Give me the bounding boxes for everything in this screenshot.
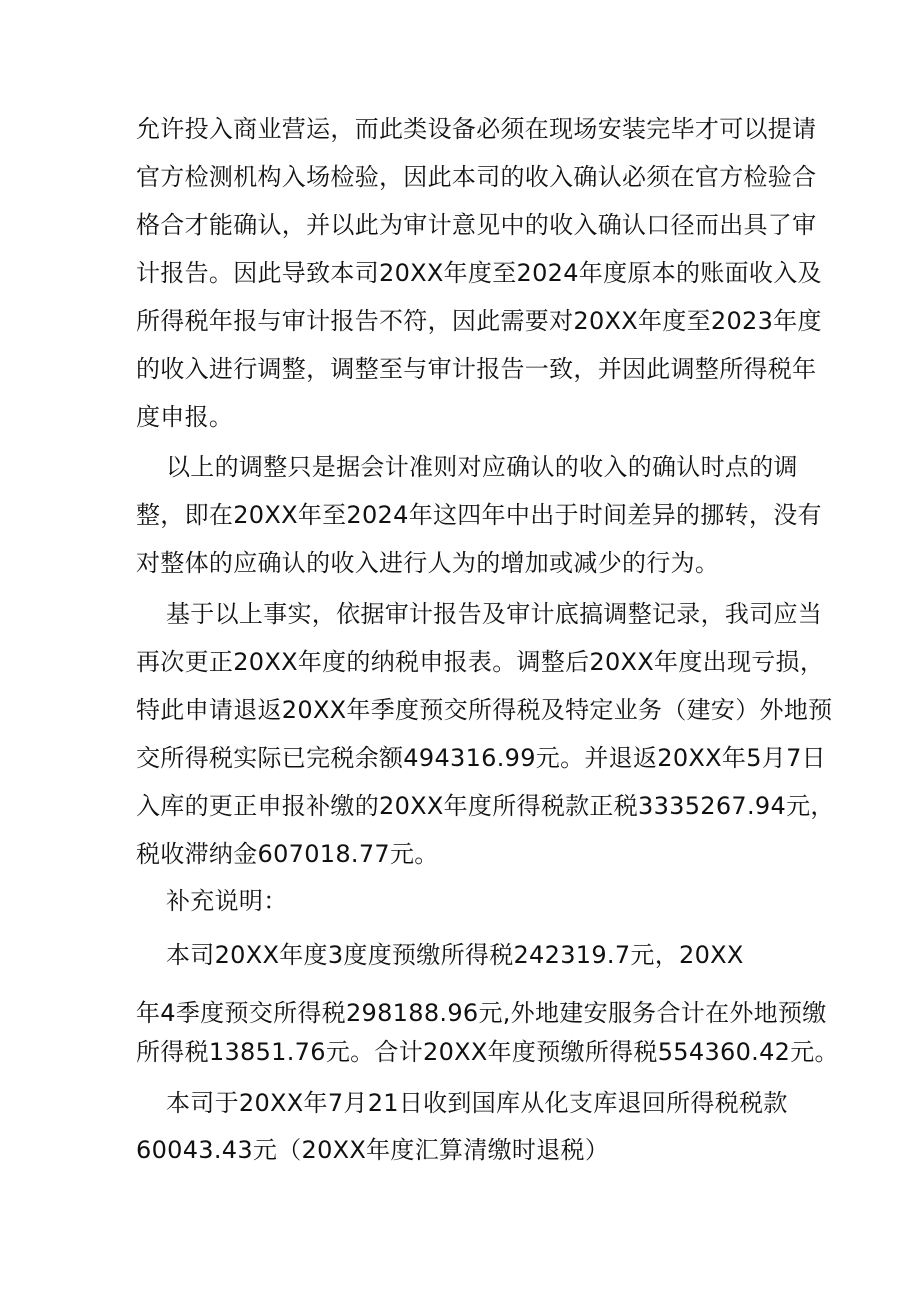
text-line: 格合才能确认，并以此为审计意见中的收入确认口径而出具了审 [136,211,817,239]
text-line: 计报告。因此导致本司20XX年度至2024年度原本的账面收入及 [136,259,822,287]
text-line: 官方检测机构入场检验，因此本司的收入确认必须在官方检验合 [136,163,817,191]
text-line: 整，即在20XX年至2024年这四年中出于时间差异的挪转，没有 [136,501,822,529]
text-line: 所得税13851.76元。合计20XX年度预缴所得税554360.42元。 [136,1038,839,1066]
paragraph-first-line: 以上的调整只是据会计准则对应确认的收入的确认时点的调 [166,453,798,481]
paragraph-first-line: 基于以上事实，依据审计报告及审计底搞调整记录，我司应当 [166,600,823,628]
text-line: 再次更正20XX年度的纳税申报表。调整后20XX年度出现亏损， [136,648,825,676]
section-label: 补充说明： [166,887,288,915]
text-line: 入库的更正申报补缴的20XX年度所得税款正税3335267.94元， [136,792,835,820]
text-line: 允许投入商业营运，而此类设备必须在现场安装完毕才可以提请 [136,115,817,143]
text-line: 特此申请退返20XX年季度预交所得税及特定业务（建安）外地预 [136,696,833,724]
text-line: 的收入进行调整，调整至与审计报告一致，并因此调整所得税年 [136,355,817,383]
text-line: 度申报。 [136,403,234,431]
text-line: 60043.43元（20XX年度汇算清缴时退税） [136,1136,610,1164]
text-line: 交所得税实际已完税余额494316.99元。并退返20XX年5月7日 [136,744,826,772]
text-line: 对整体的应确认的收入进行人为的增加或减少的行为。 [136,549,720,577]
text-line: 年4季度预交所得税298188.96元,外地建安服务合计在外地预缴 [136,999,827,1027]
text-line: 税收滞纳金607018.77元。 [136,840,439,868]
paragraph-first-line: 本司20XX年度3度度预缴所得税242319.7元，20XX [166,941,744,969]
paragraph-first-line: 本司于20XX年7月21日收到国库从化支库退回所得税税款 [166,1089,788,1117]
text-line: 所得税年报与审计报告不符，因此需要对20XX年度至2023年度 [136,307,822,335]
